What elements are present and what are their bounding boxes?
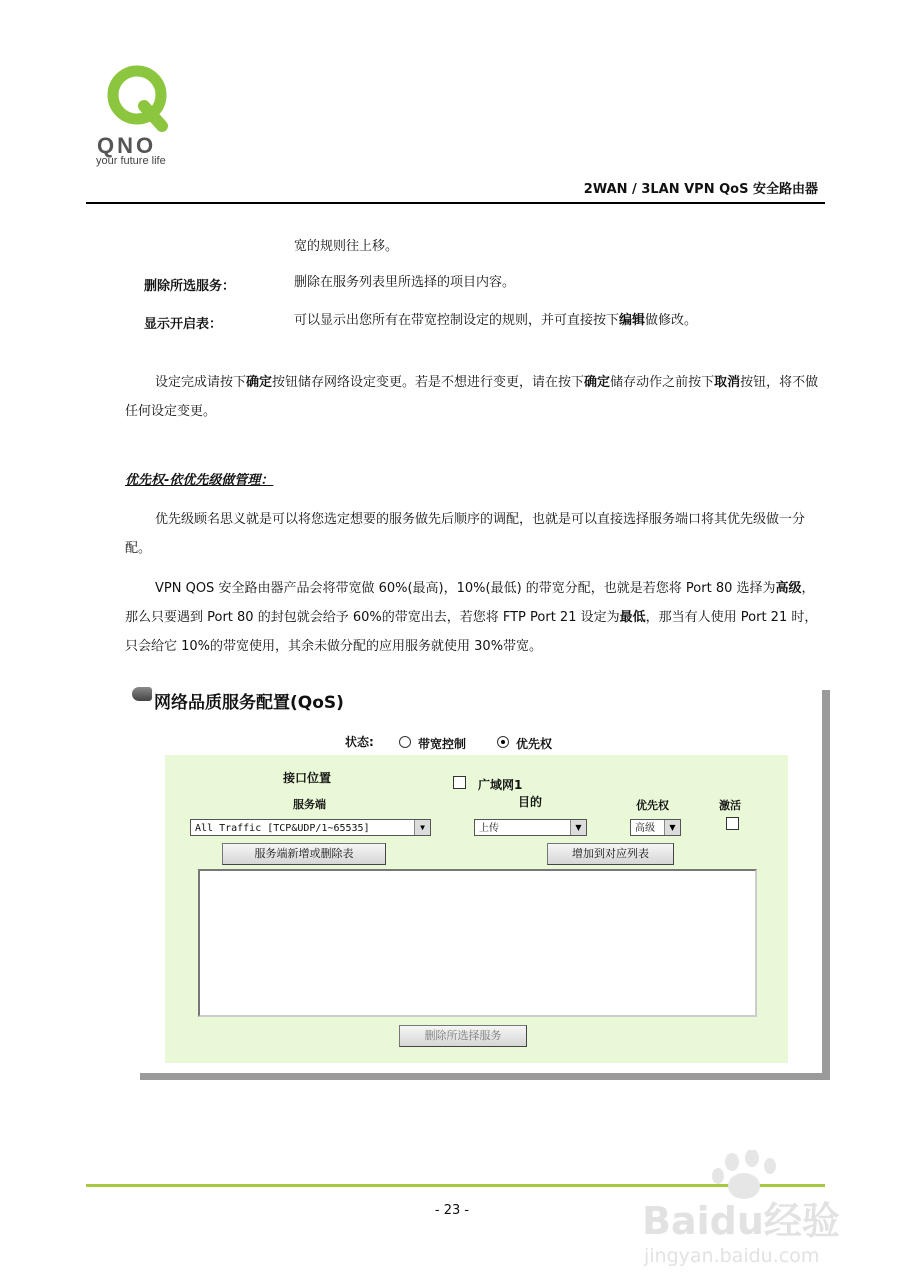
edit-service-button[interactable]: 服务端新增或删除表 xyxy=(222,843,386,865)
priority-paragraph-1: 优先级顾名思义就是可以将您选定想要的服务做先后顺序的调配，也就是可以直接选择服务端口将其优先级做一分配。 xyxy=(125,512,806,556)
watermark-url: jingyan.baidu.com xyxy=(644,1245,820,1267)
destination-label: 目的 xyxy=(518,795,543,809)
activate-label: 激活 xyxy=(719,799,741,812)
activate-checkbox[interactable] xyxy=(726,817,739,830)
delete-selected-button[interactable]: 删除所选择服务 xyxy=(399,1025,527,1047)
wan1-checkbox[interactable] xyxy=(453,776,466,789)
state-label: 状态: xyxy=(345,735,374,749)
chevron-down-icon: ▼ xyxy=(570,820,586,835)
save-instructions-paragraph: 设定完成请按下确定按钮储存网络设定变更。若是不想进行变更，请在按下确定储存动作之前按下取消按钮，将不做任何设定变更。 xyxy=(125,375,819,419)
section-title: 优先权-依优先级做管理： xyxy=(125,473,274,488)
baidu-watermark xyxy=(640,1150,850,1270)
chevron-down-icon: ▼ xyxy=(414,820,430,835)
service-label: 服务端 xyxy=(293,798,326,811)
logo-tagline: your future life xyxy=(96,155,166,167)
priority-paragraph-2: VPN QOS 安全路由器产品会将带宽做 60%(最高)，10%(最低) 的带宽分配，也就是若您将 Port 80 选择为高级，那么只要遇到 Port 80 的封包就会给予 60%的带宽出去，若您将 FTP Port 21 设定为最低，那当有人使用 Port 21 时，只会给它 10%的带宽使用，其余未做分配的应用服务就使用 30%带宽。 xyxy=(125,581,818,654)
radio-bandwidth-control[interactable] xyxy=(399,736,411,748)
interface-label: 接口位置 xyxy=(283,771,332,785)
radio-priority[interactable] xyxy=(497,736,509,748)
show-table-label: 显示开启表： xyxy=(144,317,223,332)
destination-select[interactable]: 上传 ▼ xyxy=(474,819,587,836)
title-bullet-icon xyxy=(132,687,152,701)
logo-text: QNO xyxy=(97,133,157,158)
wan1-label: 广域网1 xyxy=(478,778,523,792)
radio-bandwidth-label: 带宽控制 xyxy=(418,737,467,751)
chevron-down-icon: ▼ xyxy=(664,820,680,835)
rule-list-box[interactable] xyxy=(198,869,757,1017)
show-table-text: 可以显示出您所有在带宽控制设定的规则，并可直接按下编辑做修改。 xyxy=(294,313,698,328)
radio-priority-label: 优先权 xyxy=(516,737,553,751)
delete-selected-label: 删除所选服务： xyxy=(144,279,236,294)
continuation-text: 宽的规则往上移。 xyxy=(294,239,399,254)
header-divider xyxy=(86,202,825,204)
add-to-list-button[interactable]: 增加到对应列表 xyxy=(547,843,674,865)
qno-logo-icon xyxy=(104,62,174,132)
qos-title: 网络品质服务配置(QoS) xyxy=(154,693,344,713)
page-number: - 23 - xyxy=(434,1203,470,1218)
service-select[interactable]: All Traffic [TCP&UDP/1~65535] ▼ xyxy=(190,819,431,836)
watermark-brand: Baidu经验 xyxy=(642,1199,840,1243)
priority-label: 优先权 xyxy=(636,799,669,812)
priority-select[interactable]: 高级 ▼ xyxy=(630,819,681,836)
delete-selected-text: 删除在服务列表里所选择的项目内容。 xyxy=(294,275,516,290)
document-title: 2WAN / 3LAN VPN QoS 安全路由器 xyxy=(583,182,818,197)
